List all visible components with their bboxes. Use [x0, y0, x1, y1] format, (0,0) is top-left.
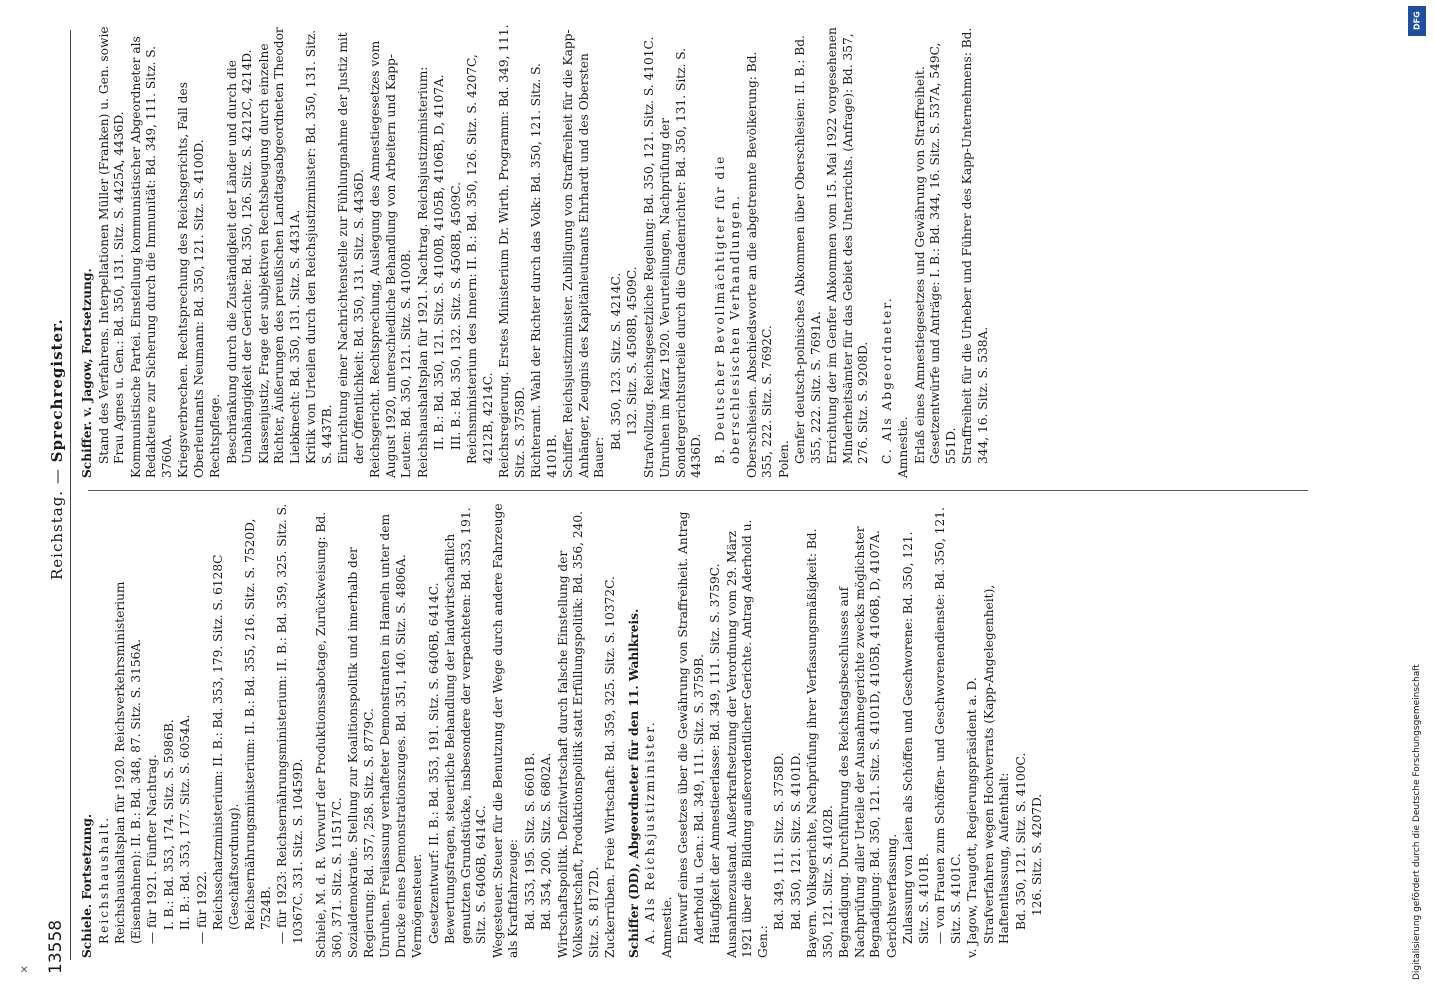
- register-entry: Rechtspflege.: [208, 393, 222, 478]
- page-header: [0, 0, 90, 1000]
- register-entry: Entwurf eines Gesetzes über die Gewährung von Straffreiheit. Antrag Aderhold u. Gen.: Bd. 349, 111. Sitz. S. 3759B.: [676, 511, 706, 944]
- register-entry: [307, 503, 313, 958]
- register-entry: [620, 503, 626, 958]
- register-entry: Bd. 350, 123. Sitz. S. 4214C.: [608, 272, 623, 450]
- register-entry: [706, 23, 712, 478]
- register-entry: Bd. 353, 195. Sitz. S. 6601B.: [522, 752, 537, 930]
- register-entry: Unruhen. Freilassung verhafteter Demonstranten in Hameln unter dem Drucke eines Demonstrationszuges. Bd. 351, 140. Sitz. S. 4806A.: [378, 513, 408, 958]
- left-column: [80, 503, 1370, 958]
- register-entry: Oberschlesien. Abschiedsworte an die abgetrennte Bevölkerung: Bd. 355, 222. Sitz. S. 7692C.: [744, 51, 774, 478]
- register-entry: Häufigkeit der Amnestieerlasse: Bd. 349, 111. Sitz. S. 3759C.: [708, 563, 722, 944]
- register-entry: Bd. 354, 200. Sitz. S. 6802A.: [539, 752, 553, 930]
- register-entry: Reichsschatzministerium: II. B.: Bd. 353, 179. Sitz. S. 6128C (Geschäftsordnung).: [211, 554, 241, 930]
- column-divider: [88, 490, 1308, 491]
- register-entry: Reichshaushaltsplan für 1921. Nachtrag. Reichsjustizministerium:: [415, 66, 430, 478]
- register-entry: II. B.: Bd. 353, 177. Sitz. S. 6054A.: [178, 714, 192, 930]
- register-entry: v. Jagow, Traugott, Regierungspräsident a. D.: [965, 677, 979, 958]
- register-entry: Bd. 349, 111. Sitz. S. 3758D.: [772, 752, 786, 930]
- register-entry: — für 1922.: [194, 870, 209, 944]
- register-entry: Gerichtsverfassung.: [884, 833, 899, 958]
- register-entry: Einrichtung einer Nachrichtenstelle zur Fühlungnahme der Justiz mit der Öffentlichkeit: Bd. 350, 131. Sitz. S. 4436D.: [336, 32, 366, 464]
- running-title: [48, 318, 66, 580]
- register-entry: Stand des Verfahrens. Interpellationen Müller (Franken) u. Gen. sowie Frau Agnes u. Gen.: Bd. 350, 131. Sitz. S. 4425A, 4436D.: [96, 26, 126, 464]
- register-entry: Reichsregierung. Erstes Ministerium Dr. Wirth. Programm: Bd. 349, 111. Sitz. S. 3758D.: [497, 24, 527, 478]
- register-entry: Schiele, M. d. R. Vorwurf der Produktionssabotage, Zurückweisung: Bd. 360, 371. Sitz. S. 11517C.: [314, 511, 344, 958]
- watermark-text: Digitalisierung gefördert durch die Deutsche Forschungsgemeinschaft: [1412, 664, 1422, 980]
- dfg-logo-icon: DFG: [1408, 6, 1426, 36]
- register-entry: Zuckerrüben. Freie Wirtschaft: Bd. 359, 325. Sitz. S. 10372C.: [603, 576, 617, 958]
- register-entry: Bd. 350, 121. Sitz. S. 4101D.: [788, 752, 803, 930]
- right-column: [80, 23, 1370, 478]
- register-entry: Reichsernährungsministerium: II. B.: Bd. 355, 216. Sitz. S. 7520D, 7524B.: [243, 518, 273, 930]
- register-entry: C. Als Abgeordneter.: [879, 296, 894, 464]
- register-entry: Bd. 350, 121. Sitz. S. 4100C.: [1013, 752, 1028, 930]
- register-entry: Kommunistische Partei. Einstellung kommunistischer Abgeordneter als Redakteure zur Sicherung durch die Immunität: Bd. 349, 111. Sitz. S. 3760A.: [128, 36, 174, 478]
- register-entry: Reichshaushaltsplan für 1920. Reichsverkehrsministerium (Eisenbahnen): II. B.: Bd. 348, 87. Sitz. S. 3156A.: [113, 581, 143, 944]
- entry-heading: Schiele. Fortsetzung.: [80, 813, 94, 958]
- register-entry: 126. Sitz. S. 4207D.: [1030, 793, 1044, 916]
- register-entry: Polen.: [776, 440, 791, 478]
- register-entry: B. Deutscher Bevollmächtigter für die oberschlesischen Verhandlungen.: [712, 154, 742, 464]
- register-entry: Bewertungsfragen, steuerliche Behandlung der landwirtschaftlich genutzten Grundstücke, insbesondere der verpachteten: Bd. 353, 191. Sitz. S. 6406B, 6414C.: [443, 507, 488, 944]
- register-entry: 132. Sitz. S. 4508B, 4509C.: [625, 266, 639, 436]
- header-rule: [70, 30, 71, 960]
- running-title-right: Sprechregister.: [48, 318, 66, 463]
- register-entry: Begnadigung. Durchführung des Reichstagsbeschlusses auf Nachprüfung aller Urteile der Ausnahmegerichte zwecks möglichster Begnadigung: Bd. 350, 121. Sitz. S. 4101D, 4105B, 4106B, D, 4107A.: [837, 526, 882, 958]
- register-entry: Erlaß eines Amnestiegesetzes und Gewährung von Straffreiheit. Gesetzentwürfe und Anträge: I. B.: Bd. 344, 16. Sitz. S. 537A, 549C, 551D.: [912, 42, 958, 464]
- register-entry: Amnestie.: [896, 416, 910, 478]
- register-entry: [873, 23, 879, 478]
- register-entry: Vermögensteuer.: [410, 853, 424, 958]
- digitization-watermark: [1408, 0, 1434, 1000]
- register-entry: Reichsministerium des Innern: II. B.: Bd. 350, 126. Sitz. S. 4207C, 4212B, 4214C.: [465, 54, 495, 464]
- register-entry: Sozialdemokratie. Stellung zur Koalitionspolitik und innerhalb der Regierung: Bd. 357, 258. Sitz. S. 8779C.: [346, 547, 376, 958]
- register-entry: — von Frauen zum Schöffen- und Geschworenendienste: Bd. 350, 121. Sitz. S. 4101C.: [933, 507, 963, 944]
- running-title-left: Reichstag.: [48, 489, 66, 580]
- running-title-separator: —: [48, 468, 66, 485]
- register-entry: Richteramt. Wahl der Richter durch das Volk: Bd. 350, 121. Sitz. S. 4101B.: [529, 63, 559, 478]
- register-entry: Errichtung der im Genfer Abkommen vom 15. Mai 1922 vorgesehenen Minderheitsämter für das Gebiet des Unterrichts. (Anfrage): Bd. 357, 276. Sitz. S. 9208D.: [825, 27, 870, 464]
- corner-mark: ✕: [20, 965, 29, 976]
- register-entry: Genfer deutsch-polnisches Abkommen über Oberschlesien: II. B.: Bd. 355, 222. Sitz. S. 7691A.: [793, 35, 823, 464]
- register-entry: Gesetzentwurf: II. B.: Bd. 353, 191. Sitz. S. 6406B, 6414C.: [426, 582, 441, 944]
- register-entry: I. B.: Bd. 353, 174. Sitz. S. 5986B.: [161, 719, 176, 930]
- register-entry: Strafvollzug. Reichsgesetzliche Regelung: Bd. 350, 121. Sitz. S. 4101C.: [641, 36, 656, 478]
- entry-heading: Schiffer (DD), Abgeordneter für den 11. Wahlkreis.: [626, 608, 641, 958]
- register-entry: Schiffer, Reichsjustizminister. Zubilligung von Straffreiheit für die Kapp-Anhänger, Zeugnis des Kapitänleutnants Ehrhardt und des Obersten Bauer:: [561, 29, 606, 478]
- register-entry: Ausnahmezustand. Außerkraftsetzung der Verordnung vom 29. März 1921 über die Bildung außerordentlicher Gerichte. Antrag Aderhold u. Gen.:: [724, 519, 770, 958]
- register-entry: A. Als Reichsjustizminister.: [643, 720, 657, 944]
- register-entry: Zulassung von Laien als Schöffen und Geschworene: Bd. 350, 121. Sitz. S. 4101B.: [901, 531, 931, 944]
- register-entry: Straffreiheit für die Urheber und Führer des Kapp-Unternehmens: Bd. 344, 16. Sitz. S. 538A.: [960, 27, 990, 464]
- register-entry: — für 1921. Fünfter Nachtrag.: [145, 754, 159, 944]
- register-entry: Wegesteuer. Steuer für die Benutzung der Wege durch andere Fahrzeuge als Kraftfahrzeuge:: [490, 503, 520, 958]
- register-entry: Unruhen im März 1920. Verurteilungen, Nachprüfung der Sondergerichtsurteile durch die Gnadenrichter: Bd. 350, 131. Sitz. S. 4436D.: [658, 47, 703, 478]
- entry-heading: Schiffer. v. Jagow, Fortsetzung.: [80, 268, 94, 478]
- register-entry: Strafverfahren wegen Hochverrats (Kapp-Angelegenheit), Haftentlassung, Aufenthalt:: [981, 584, 1011, 944]
- register-entry: Bayern. Volksgerichte, Nachprüfung ihrer Verfassungsmäßigkeit: Bd. 350, 121. Sitz. S. 4102B.: [805, 528, 835, 958]
- register-entry: — für 1923: Reichsernährungsministerium: II. B.: Bd. 359, 325. Sitz. S. 10367C. 331. Sitz. S. 10459D.: [275, 503, 305, 944]
- register-entry: Reichsgericht. Rechtsprechung, Auslegung des Amnestiegesetzes vom August 1920, unterschiedliche Behandlung von Arbeitern und Kapp-Leuten: Bd. 350, 121. Sitz. S. 4100B.: [368, 40, 413, 478]
- register-entry: II. B.: Bd. 350, 121. Sitz. S. 4100B, 4105B, 4106B, D, 4107A.: [432, 74, 446, 450]
- register-entry: Amnestie.: [659, 896, 674, 958]
- register-entry: Reichshaushalt.: [96, 815, 111, 944]
- page-number: 13558: [46, 919, 66, 974]
- register-entry: Kriegsverbrechen. Rechtsprechung des Reichsgerichts, Fall des Oberleutnants Neumann: Bd. 350, 121. Sitz. S. 4100D.: [176, 82, 206, 478]
- register-entry: Beschränkung durch die Zuständigkeit der Länder und durch die Unabhängigkeit der Gerichte: Bd. 350, 126. Sitz. S. 4212C, 4214D.: [224, 49, 254, 464]
- register-entry: III. B.: Bd. 350, 132. Sitz. S. 4508B, 4509C.: [448, 181, 463, 450]
- register-entry: Kritik von Urteilen durch den Reichsjustizminister: Bd. 350, 131. Sitz. S. 4437B.: [304, 29, 334, 464]
- register-entry: Klassenjustiz, Frage der subjektiven Rechtsbeugung durch einzelne Richter, Äußerungen des preußischen Landtagsabgeordneten Theodor Liebknecht: Bd. 350, 131. Sitz. S. 4431A.: [256, 27, 302, 464]
- register-entry: Wirtschaftspolitik. Defizitwirtschaft durch falsche Einstellung der Volkswirtschaft, Produktionspolitik statt Erfüllungspolitik: Bd. 356, 240. Sitz. S. 8172D.: [555, 510, 601, 958]
- register-columns: [80, 13, 1370, 958]
